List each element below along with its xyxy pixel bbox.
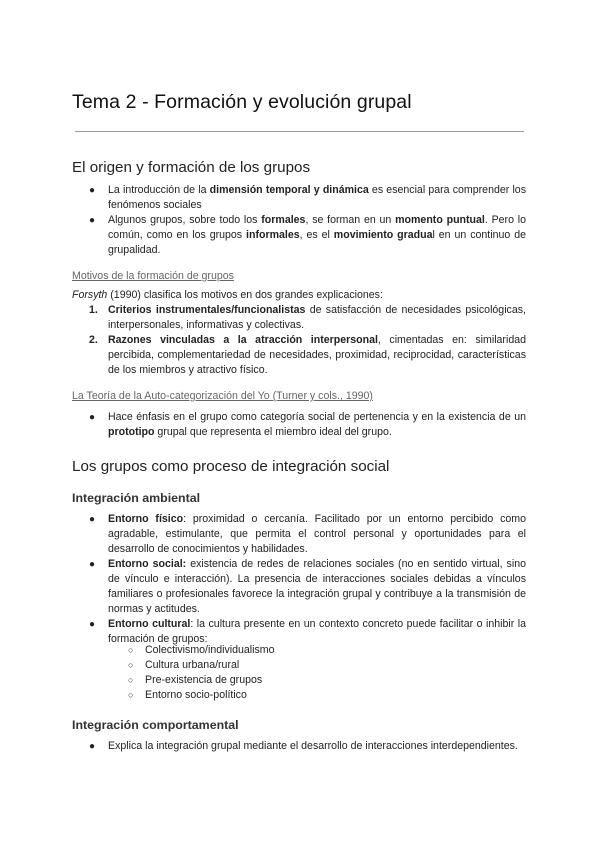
bullet: ● [89, 215, 96, 226]
bullet: ● [89, 185, 96, 196]
list-item: Entorno cultural: la cultura presente en un contexto concreto puede facilitar o inhibir la formación de grupos: [108, 618, 526, 645]
section-heading-integracion: Los grupos como proceso de integración social [72, 458, 390, 475]
subsection-heading-teoria: La Teoría de la Auto-categorización del Yo (Turner y cols., 1990) [72, 390, 373, 402]
bullet: ● [89, 619, 96, 630]
subsection-heading-comportamental: Integración comportamental [72, 718, 239, 732]
sub-bullet: ○ [128, 675, 134, 685]
sub-bullet: ○ [128, 660, 134, 670]
list-item: Explica la integración grupal mediante el desarrollo de interacciones interdependientes. [108, 740, 518, 752]
section-heading-origen: El origen y formación de los grupos [72, 159, 311, 176]
list-item: Entorno social: existencia de redes de relaciones sociales (no en sentido virtual, sino de vínculo e interacción). La presencia de interacciones sociales debidas a vínculos familiares o profesionales favorece la integración grupal y contribuye a la transmisión de normas y actitudes. [108, 558, 526, 615]
sub-bullet: ○ [128, 690, 134, 700]
list-item: La introducción de la dimensión temporal y dinámica es esencial para comprender los fenómenos sociales [108, 184, 526, 211]
paragraph: Forsyth (1990) clasifica los motivos en dos grandes explicaciones: [72, 289, 383, 301]
list-item: Hace énfasis en el grupo como categoría social de pertenencia y en la existencia de un prototipo grupal que representa el miembro ideal del grupo. [108, 411, 526, 438]
sub-list-item: Colectivismo/individualismo [145, 644, 275, 656]
subsection-heading-motivos: Motivos de la formación de grupos [72, 270, 234, 282]
bullet: ● [89, 514, 96, 525]
list-item: Algunos grupos, sobre todo los formales, se forman en un momento puntual. Pero lo común, como en los grupos informales, es el movimiento gradual en un continuo de grupalidad. [108, 214, 527, 256]
sub-list-item: Cultura urbana/rural [145, 659, 240, 671]
bullet: ● [89, 559, 96, 570]
list-item: Criterios instrumentales/funcionalistas de satisfacción de necesidades psicológicas, interpersonales, informativas y colectivas. [108, 304, 526, 331]
list-number: 2. [89, 334, 98, 346]
sub-list-item: Entorno socio-político [145, 689, 247, 701]
title-divider [75, 131, 524, 132]
list-item: Entorno físico: proximidad o cercanía. Facilitado por un entorno percibido como agradable, estimulante, que permita el control personal y oportunidades para el desarrollo de conocimientos y habilidades. [108, 513, 526, 555]
page-title: Tema 2 - Formación y evolución grupal [72, 91, 412, 113]
bullet: ● [89, 741, 96, 752]
sub-bullet: ○ [128, 645, 134, 655]
subsection-heading-ambiental: Integración ambiental [72, 491, 201, 505]
list-number: 1. [89, 304, 98, 316]
sub-list-item: Pre-existencia de grupos [145, 674, 263, 686]
bullet: ● [89, 412, 96, 423]
list-item: Razones vinculadas a la atracción interpersonal, cimentadas en: similaridad percibida, complementariedad de necesidades, proximidad, reciprocidad, características de los miembros y atractivo físico. [108, 334, 526, 376]
